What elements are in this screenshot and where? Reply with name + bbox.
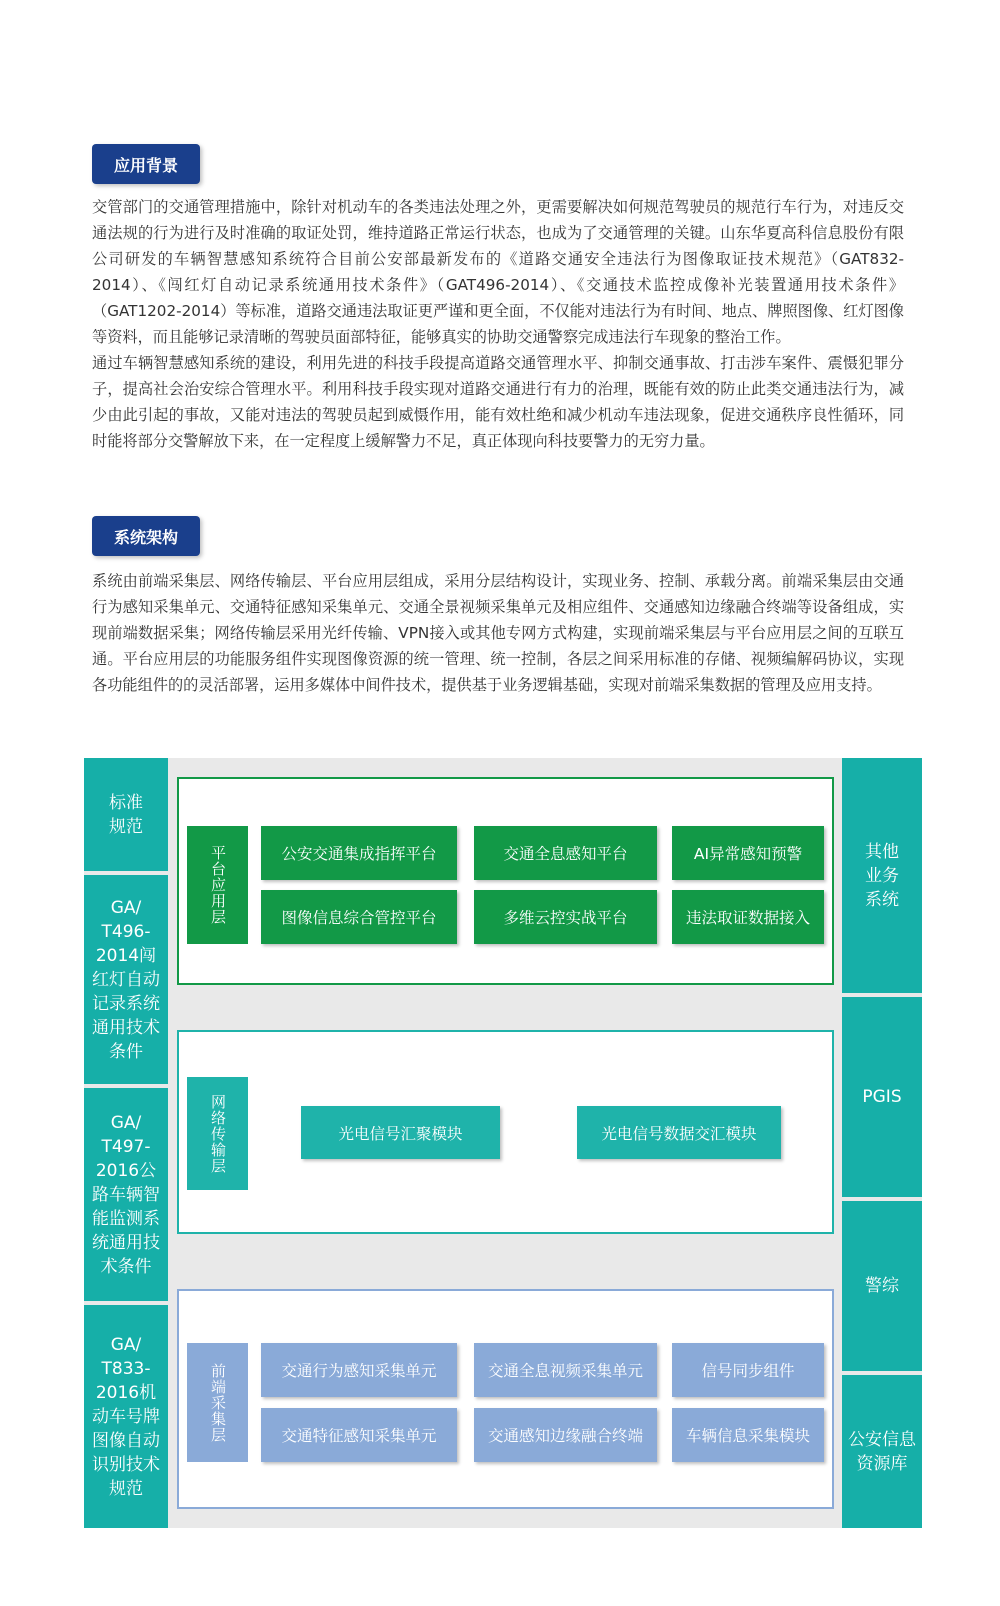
platform-layer-label: 平台应用层 [187,826,248,944]
background-paragraph-1: 交管部门的交通管理措施中，除针对机动车的各类违法处理之外，更需要解决如何规范驾驶员的规范行车行为，对违反交通法规的行为进行及时准确的取证处罚，维持道路正常运行状态，也成为了交通管理的关键。山东华夏高科信息股份有限公司研发的车辆智慧感知系统符合目前公安部最新发布的《道路交通安全违法行为图像取证技术规范》（GAT832-2014）、《闯红灯自动记录系统通用技术条件》（GAT496-2014）、《交通技术监控成像补光装置通用技术条件》（GAT1202-2014）等标准，道路交通违法取证更严谨和更全面，不仅能对违法行为有时间、地点、牌照图像、红灯图像等资料，而且能够记录清晰的驾驶员面部特征，能够真实的协助交通警察完成违法行车现象的整治工作。 [92,198,904,346]
module-optical-data-exchange: 光电信号数据交汇模块 [577,1106,781,1159]
network-layer-label: 网络传输层 [187,1077,248,1190]
standard-gat833-box: GA/ T833- 2016机 动车号牌 图像自动 识别技术 规范 [84,1305,168,1528]
module-ai-warning: AI异常感知预警 [672,826,824,880]
frontend-layer-label: 前端采集层 [187,1343,248,1462]
module-panoramic-video-unit: 交通全息视频采集单元 [474,1343,657,1397]
section-title-architecture: 系统架构 [92,516,200,556]
standard-gat496-box: GA/ T496- 2014闯 红灯自动 记录系统 通用技术 条件 [84,875,168,1084]
module-vehicle-info-collection: 车辆信息采集模块 [672,1408,824,1462]
standard-spec-box: 标准 规范 [84,758,168,871]
standard-gat497-box: GA/ T497- 2016公 路车辆智 能监测系 统通用技 术条件 [84,1088,168,1301]
background-text [92,194,904,454]
module-signal-sync: 信号同步组件 [672,1343,824,1397]
module-image-management-platform: 图像信息综合管控平台 [261,890,457,944]
module-cloud-control-platform: 多维云控实战平台 [474,890,657,944]
public-security-resource-box: 公安信息 资源库 [842,1375,922,1528]
module-feature-collection-unit: 交通特征感知采集单元 [261,1408,457,1462]
module-behavior-collection-unit: 交通行为感知采集单元 [261,1343,457,1397]
platform-layer-box [177,777,834,985]
architecture-text: 系统由前端采集层、网络传输层、平台应用层组成，采用分层结构设计，实现业务、控制、承载分离。前端采集层由交通行为感知采集单元、交通特征感知采集单元、交通全景视频采集单元及相应组件、交通感知边缘融合终端等设备组成，实现前端数据采集；网络传输层采用光纤传输、VPN接入或其他专网方式构建，实现前端采集层与平台应用层之间的互联互通。平台应用层的功能服务组件实现图像资源的统一管理、统一控制，各层之间采用标准的存储、视频编解码协议，实现各功能组件的的灵活部署，运用多媒体中间件技术，提供基于业务逻辑基础，实现对前端采集数据的管理及应用支持。 [92,572,904,694]
module-violation-data-access: 违法取证数据接入 [672,890,824,944]
background-paragraph-2: 通过车辆智慧感知系统的建设，利用先进的科技手段提高道路交通管理水平、抑制交通事故、打击涉车案件、震慑犯罪分子，提高社会治安综合管理水平。利用科技手段实现对道路交通进行有力的治理，既能有效的防止此类交通违法行为，减少由此引起的事故，又能对违法的驾驶员起到威慑作用，能有效杜绝和减少机动车违法现象，促进交通秩序良性循环，同时能将部分交警解放下来，在一定程度上缓解警力不足，真正体现向科技要警力的无穷力量。 [92,354,904,450]
frontend-layer-box [177,1289,834,1509]
module-edge-fusion-terminal: 交通感知边缘融合终端 [474,1408,657,1462]
module-holographic-perception-platform: 交通全息感知平台 [474,826,657,880]
module-police-command-platform: 公安交通集成指挥平台 [261,826,457,880]
jingzong-box: 警综 [842,1201,922,1371]
other-business-system-box: 其他 业务 系统 [842,758,922,993]
module-optical-aggregation: 光电信号汇聚模块 [301,1106,500,1159]
section-title-background: 应用背景 [92,144,200,184]
pgis-box: PGIS [842,997,922,1197]
